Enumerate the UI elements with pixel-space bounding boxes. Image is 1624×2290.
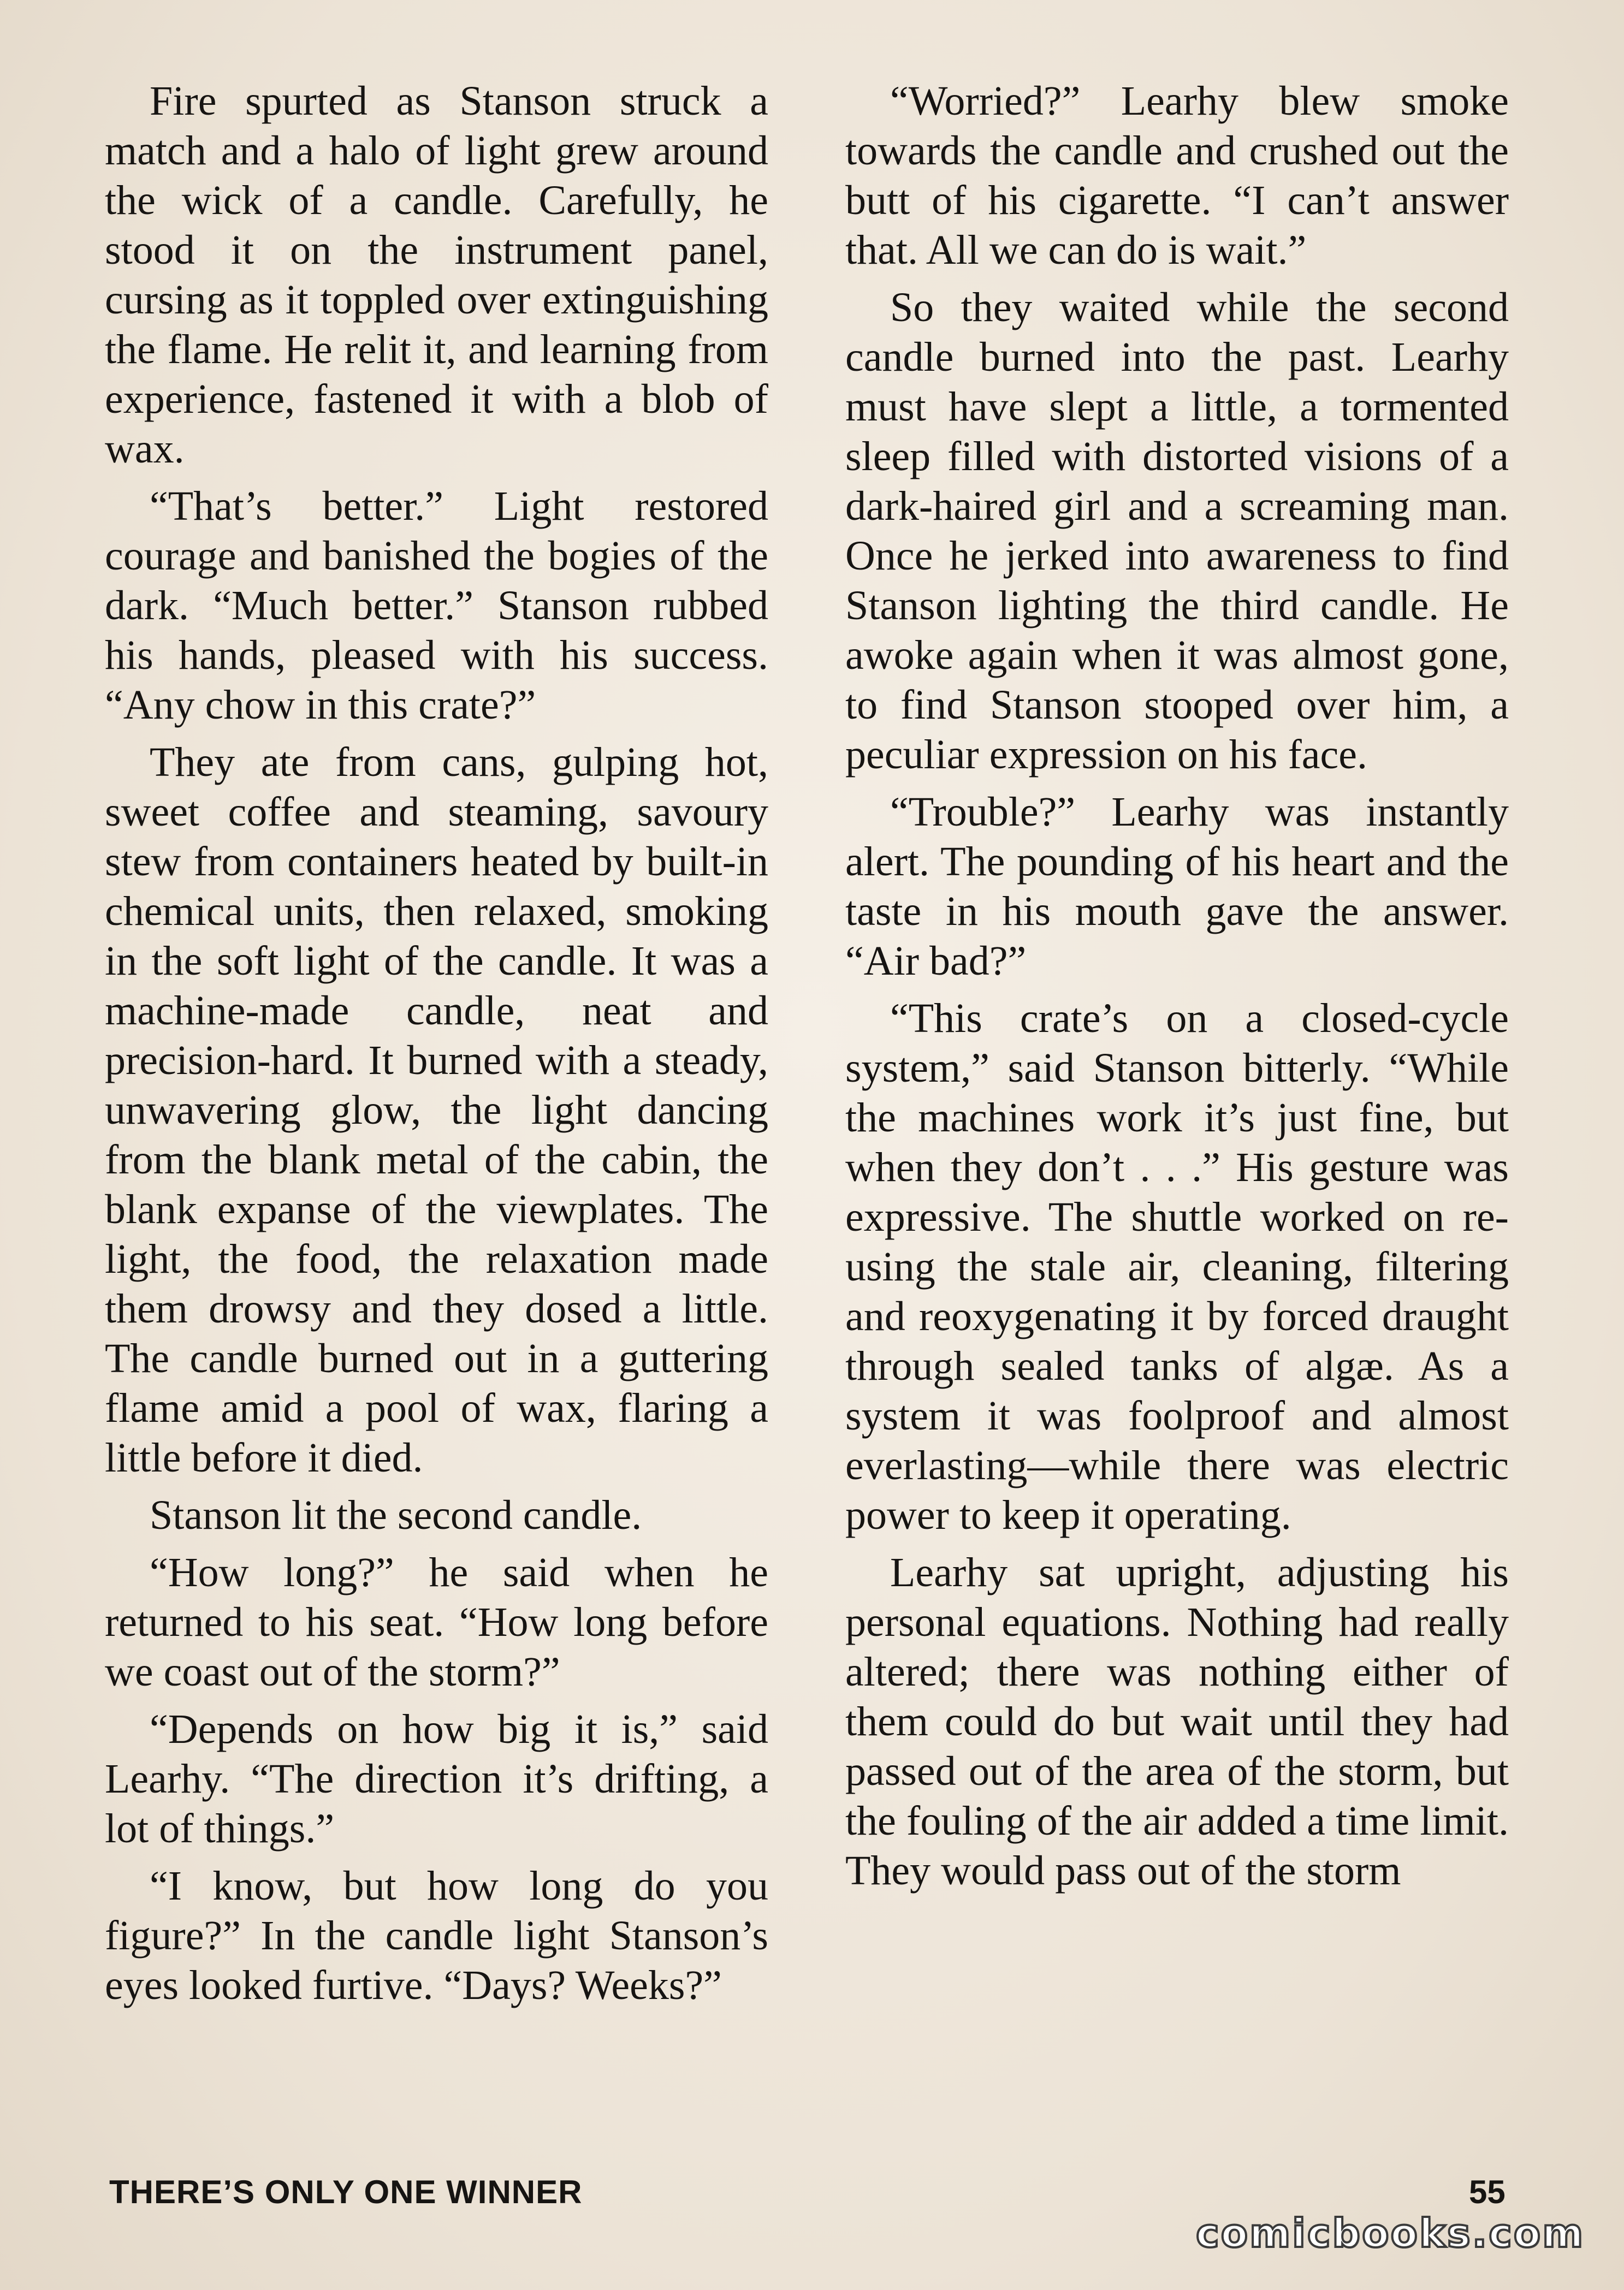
paragraph: “I know, but how long do you figure?” In the candle light Stanson’s eyes looked furtive. “Days? Weeks?” — [105, 1863, 768, 2008]
paragraph: “Trouble?” Learhy was instantly alert. The pounding of his heart and the taste in his mouth gave the answer. “Air bad?” — [845, 789, 1509, 984]
paragraph: They ate from cans, gulping hot, sweet coffee and steaming, savoury stew from containers heated by built-in chemical units, then relaxed, smoking in the soft light of the candle. It was a machine-made candle, neat and precision-hard. It burned with a steady, unwavering glow, the light dancing from the blank metal of the cabin, the blank expanse of the viewplates. The light, the food, the relaxation made them drowsy and they dosed a little. The candle burned out in a guttering flame amid a pool of wax, flaring a little before it died. — [105, 739, 768, 1481]
page-number: 55 — [1469, 2174, 1506, 2210]
left-text-column — [105, 76, 768, 2018]
paragraph: “Depends on how big it is,” said Learhy. “The direction it’s drifting, a lot of things.” — [105, 1706, 768, 1852]
paragraph: Learhy sat upright, adjusting his personal equations. Nothing had really altered; there was nothing either of them could do but wait until they had passed out of the area of the storm, but the fouling of the air added a time limit. They would pass out of the storm — [845, 1550, 1509, 1894]
paragraph: So they waited while the second candle burned into the past. Learhy must have slept a little, a tormented sleep filled with distorted visions of a dark-haired girl and a screaming man. Once he jerked into awareness to find Stanson lighting the third candle. He awoke again when it was almost gone, to find Stanson stooped over him, a peculiar expression on his face. — [845, 284, 1509, 778]
paragraph: Fire spurted as Stanson struck a match and a halo of light grew around the wick of a candle. Carefully, he stood it on the instrument panel, cursing as it toppled over extinguishing the flame. He relit it, and learning from experience, fastened it with a blob of wax. — [105, 78, 768, 472]
paragraph: “Worried?” Learhy blew smoke towards the candle and crushed out the butt of his cigarette. “I can’t answer that. All we can do is wait.” — [845, 78, 1509, 273]
right-text-column — [845, 76, 1509, 1903]
paragraph: “How long?” he said when he returned to his seat. “How long before we coast out of the storm?” — [105, 1550, 768, 1695]
paragraph: “This crate’s on a closed-cycle system,” said Stanson bitterly. “While the machines work it’s just fine, but when they don’t . . .” His gesture was expressive. The shuttle worked on re-using the stale air, cleaning, filtering and reoxygenating it by forced draught through sealed tanks of algæ. As a system it was foolproof and almost everlasting—while there was electric power to keep it operating. — [845, 995, 1509, 1538]
paragraph: Stanson lit the second candle. — [150, 1492, 642, 1538]
paragraph: “That’s better.” Light restored courage and banished the bogies of the dark. “Much better.” Stanson rubbed his hands, pleased with his success. “Any chow in this crate?” — [105, 483, 768, 728]
running-footer-title: THERE’S ONLY ONE WINNER — [109, 2174, 583, 2210]
site-watermark: comicbooks.com — [1196, 2210, 1585, 2256]
